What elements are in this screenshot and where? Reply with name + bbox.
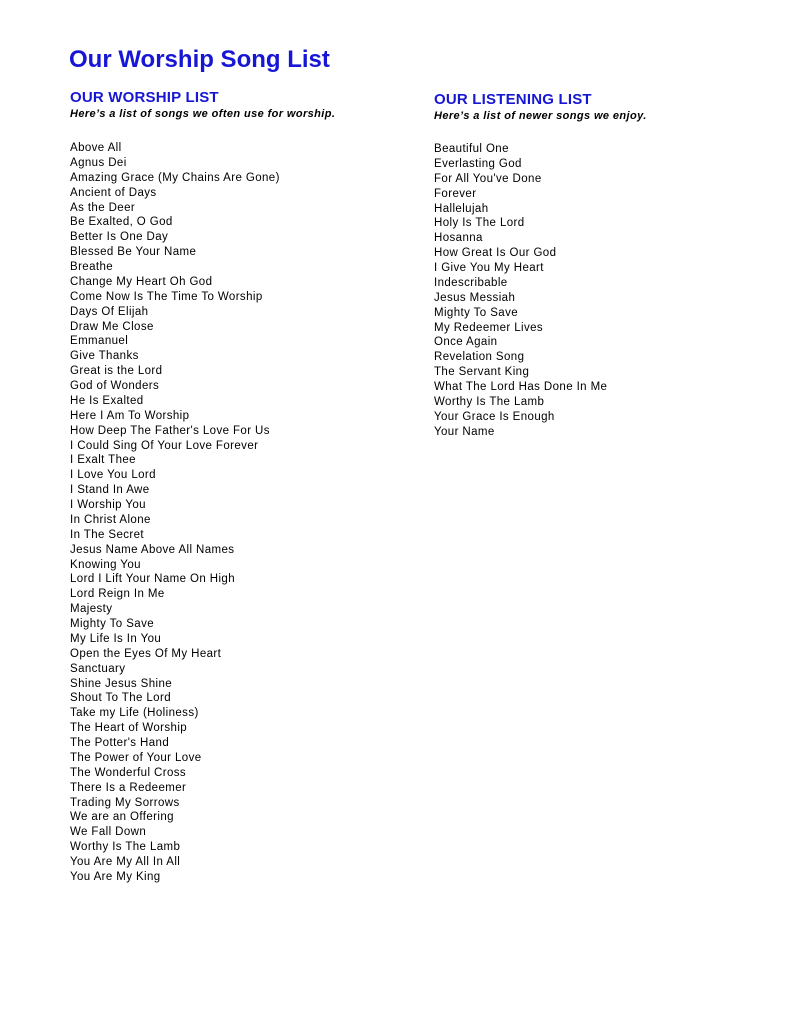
song-item: Mighty To Save [434, 306, 519, 319]
song-item: What The Lord Has Done In Me [434, 381, 608, 393]
song-item: For All You've Done [434, 172, 542, 185]
song-item: You Are My King [70, 870, 161, 883]
song-item: Breathe [70, 261, 114, 273]
song-item: Trading My Sorrows [70, 796, 180, 809]
song-item: Forever [434, 187, 477, 200]
song-item: Open the Eyes Of My Heart [70, 647, 222, 660]
song-item: Emmanuel [70, 335, 129, 348]
song-item: There Is a Redeemer [70, 781, 187, 794]
song-item: How Deep The Father's Love For Us [70, 424, 270, 437]
song-item: Agnus Dei [70, 156, 127, 169]
song-item: Knowing You [70, 558, 141, 571]
song-item: Hallelujah [434, 202, 489, 215]
song-item: Jesus Messiah [434, 291, 516, 304]
song-item: Amazing Grace (My Chains Are Gone) [70, 171, 280, 184]
song-item: Shout To The Lord [70, 692, 172, 705]
song-item: Great is the Lord [70, 365, 163, 378]
song-item: We are an Offering [70, 811, 174, 824]
song-item: Change My Heart Oh God [70, 275, 213, 288]
song-item: Worthy Is The Lamb [70, 841, 181, 854]
worship-list-subtitle: Here’s a list of songs we often use for worship. [70, 108, 336, 120]
song-item: How Great Is Our God [434, 247, 557, 260]
song-item: Take my Life (Holiness) [70, 707, 199, 720]
song-item: Hosanna [434, 232, 483, 245]
song-item: We Fall Down [70, 826, 147, 839]
song-item: He Is Exalted [70, 394, 144, 407]
worship-list-section [70, 89, 410, 885]
song-item: Jesus Name Above All Names [70, 543, 235, 556]
song-item: Better Is One Day [70, 231, 169, 244]
song-item: Be Exalted, O God [70, 216, 173, 229]
listening-list-section [434, 91, 774, 440]
listening-list-heading: OUR LISTENING LIST [434, 91, 592, 108]
page-title: Our Worship Song List [69, 46, 330, 73]
song-item: Draw Me Close [70, 320, 154, 333]
song-item: Lord I Lift Your Name On High [70, 573, 236, 586]
song-item: Your Grace Is Enough [434, 410, 555, 423]
song-item: The Power of Your Love [70, 751, 202, 764]
song-item: Above All [70, 142, 122, 154]
song-item: Ancient of Days [70, 186, 157, 199]
song-item: I Stand In Awe [70, 484, 150, 497]
song-item: Worthy Is The Lamb [434, 395, 545, 408]
song-item: I Worship You [70, 499, 146, 511]
worship-song-list [70, 141, 410, 885]
song-item: I Could Sing Of Your Love Forever [70, 439, 259, 452]
song-item: Come Now Is The Time To Worship [70, 290, 263, 303]
listening-list-subtitle: Here’s a list of newer songs we enjoy. [434, 110, 647, 122]
song-item: Revelation Song [434, 351, 525, 364]
song-item: Here I Am To Worship [70, 409, 190, 422]
song-item: The Heart of Worship [70, 722, 188, 735]
song-item: Mighty To Save [70, 618, 155, 630]
song-item: Holy Is The Lord [434, 217, 525, 230]
song-item: God of Wonders [70, 380, 160, 392]
song-item: Your Name [434, 425, 495, 438]
song-item: My Life Is In You [70, 632, 162, 645]
listening-song-list [434, 142, 774, 440]
song-item: The Wonderful Cross [70, 766, 187, 779]
song-item: In The Secret [70, 528, 145, 541]
song-item: Blessed Be Your Name [70, 246, 197, 259]
song-item: Days Of Elijah [70, 305, 149, 318]
song-item: As the Deer [70, 201, 136, 214]
song-item: Beautiful One [434, 143, 509, 155]
song-item: I Exalt Thee [70, 454, 136, 467]
song-item: In Christ Alone [70, 513, 151, 526]
song-item: The Potter's Hand [70, 737, 170, 749]
song-item: You Are My All In All [70, 856, 181, 868]
song-item: Give Thanks [70, 350, 139, 363]
song-item: I Give You My Heart [434, 262, 544, 274]
song-item: Majesty [70, 603, 113, 616]
song-item: Everlasting God [434, 157, 522, 170]
song-item: Lord Reign In Me [70, 588, 165, 601]
worship-list-heading: OUR WORSHIP LIST [70, 89, 219, 106]
song-item: My Redeemer Lives [434, 321, 544, 334]
song-item: Indescribable [434, 276, 508, 289]
song-item: The Servant King [434, 366, 530, 379]
song-item: Sanctuary [70, 662, 126, 675]
song-item: Once Again [434, 336, 498, 349]
song-item: I Love You Lord [70, 469, 156, 482]
song-item: Shine Jesus Shine [70, 677, 173, 690]
